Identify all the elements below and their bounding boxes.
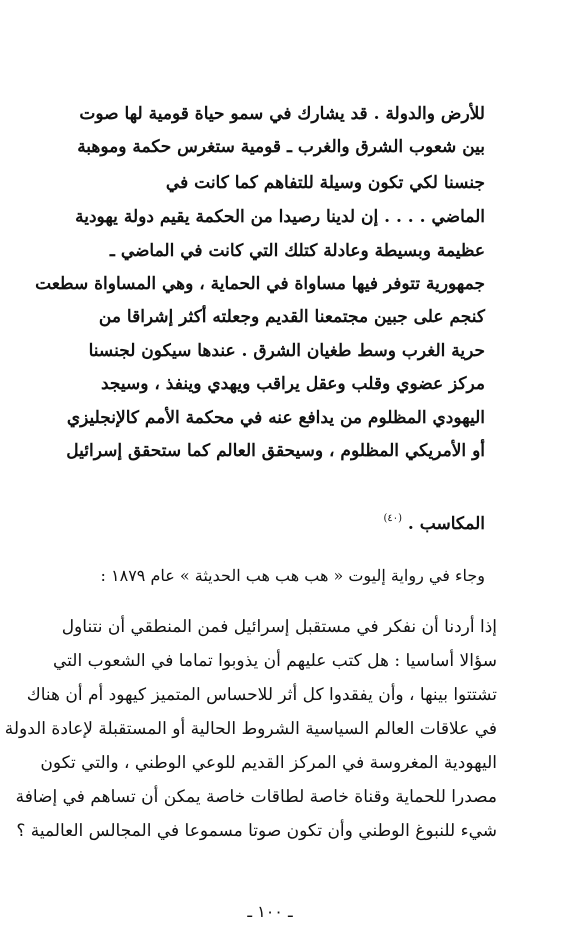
paragraph-2-line-4: في علاقات العالم السياسية الشروط الحالية أو المستقبلة لإعادة الدولة [4, 719, 497, 739]
intro-line: وجاء في رواية إليوت « هب هب هب الحديثة » عام ١٨٧٩ : [100, 566, 485, 585]
paragraph-2-line-5: اليهودية المغروسة في المركز القديم للوعي الوطني ، والتي تكون [40, 753, 497, 773]
paragraph-1-line-12: المكاسب . [407, 514, 485, 534]
paragraph-1-line-8: حرية الغرب وسط طغيان الشرق . عندها سيكون لجنسنا [88, 341, 485, 361]
paragraph-1-line-9: مركز عضوي وقلب وعقل يراقب ويهدي وينفذ ، وسيجد [101, 374, 485, 394]
paragraph-1-line-5: عظيمة وبسيطة وعادلة كتلك التي كانت في الماضي ـ [109, 241, 485, 261]
paragraph-2-line-3: تشتتوا بينها ، وأن يفقدوا كل أثر للاحساس المتميز كيهود أم أن هناك [26, 685, 497, 705]
paragraph-1-line-4: الماضي . . . . إن لدينا رصيدا من الحكمة يقيم دولة يهودية [75, 207, 485, 227]
paragraph-2-line-6: مصدرا للحماية وقناة خاصة لطاقات خاصة يمكن أن تساهم في إضافة [15, 787, 497, 807]
paragraph-2-line-2: سؤالا أساسيا : هل كتب عليهم أن يذوبوا تماما في الشعوب التي [52, 651, 497, 671]
paragraph-1-line-6: جمهورية تتوفر فيها مساواة في الحماية ، وهي المساواة سطعت [35, 274, 485, 294]
paragraph-1-line-7: كنجم على جبين مجتمعنا القديم وجعلته أكثر إشراقا من [98, 307, 485, 327]
paragraph-1-line-1: للأرض والدولة . قد يشارك في سمو حياة قومية لها صوت [79, 104, 485, 124]
paragraph-1-last-line [383, 508, 485, 535]
paragraph-1-line-2: بين شعوب الشرق والغرب ـ قومية ستغرس حكمة وموهبة [77, 137, 485, 157]
paragraph-1-line-11: أو الأمريكي المظلوم ، وسيحقق العالم كما ستحقق إسرائيل [66, 441, 485, 461]
paragraph-2-line-1: إذا أردنا أن نفكر في مستقبل إسرائيل فمن المنطقي أن نتناول [61, 617, 497, 637]
paragraph-1-line-3: جنسنا لكي تكون وسيلة للتفاهم كما كانت في [165, 173, 485, 193]
footnote-reference: (٤٠) [383, 513, 402, 524]
page-number: ـ ١٠٠ ـ [247, 902, 293, 921]
paragraph-1-line-10: اليهودي المظلوم من يدافع عنه في محكمة الأمم كالإنجليزي [66, 408, 485, 428]
paragraph-2-line-7: شيء للنبوغ الوطني وأن تكون صوتا مسموعا في المجالس العالمية ؟ [16, 821, 497, 841]
